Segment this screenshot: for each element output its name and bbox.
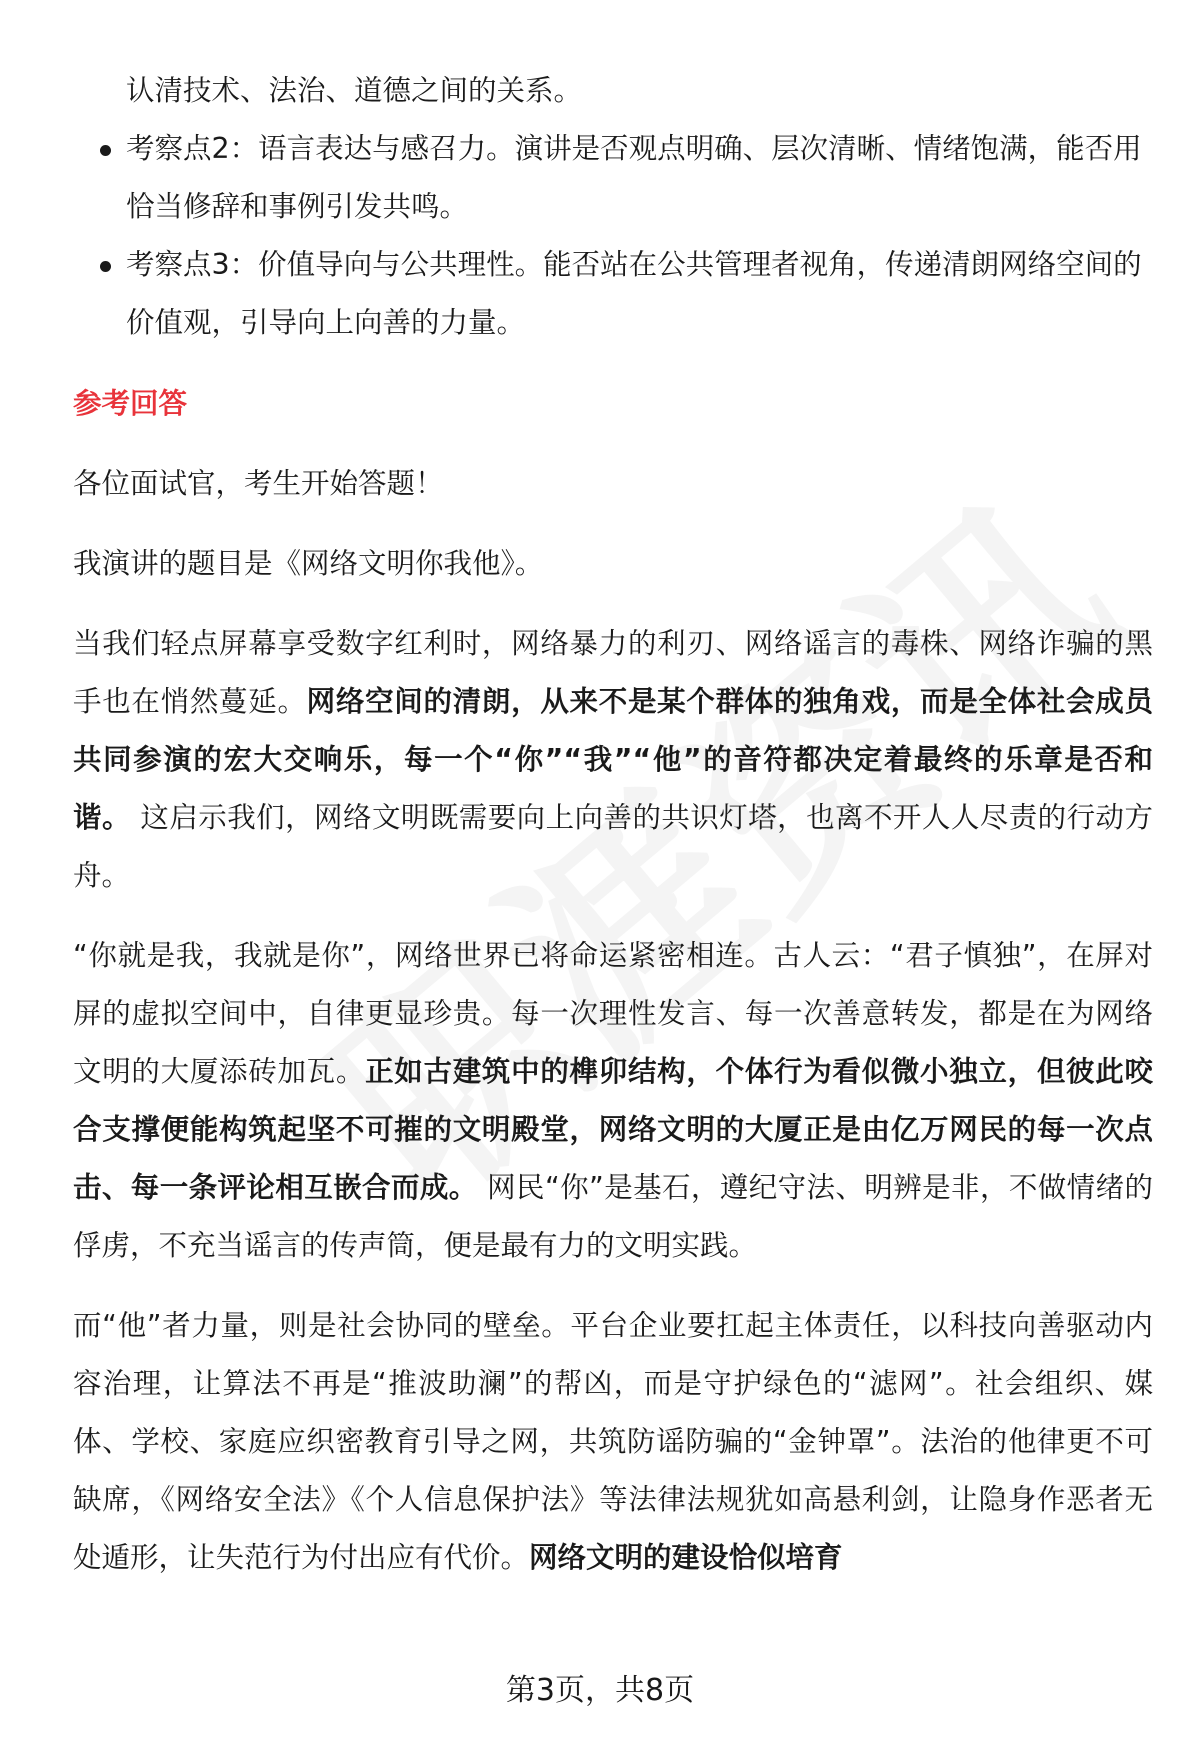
p1-bold: 网络空间的清朗，从来不是某个群体的独角戏，而是全体社会成员共同参演的宏大交响乐，每一个“你”“我”“他”的音符都决定着最终的乐章是否和谐。 [73, 685, 1153, 834]
greeting-paragraph: 各位面试官，考生开始答题！ [73, 467, 444, 500]
p1-text: 当我们轻点屏幕享受数字红利时，网络暴力的利刃、网络谣言的毒株、网络诈骗的黑手也在悄然蔓延。 [73, 627, 1153, 718]
bullet-continuation: 认清技术、法治、道德之间的关系。 [126, 74, 583, 107]
page-content [73, 62, 1153, 1587]
p2-bold: 正如古建筑中的榫卯结构，个体行为看似微小独立，但彼此咬合支撑便能构筑起坚不可摧的文明殿堂，网络文明的大厦正是由亿万网民的每一次点击、每一条评论相互嵌合而成。 [73, 1055, 1153, 1204]
criteria-list [73, 120, 1153, 352]
p1-tail: 这启示我们，网络文明既需要向上向善的共识灯塔，也离不开人人尽责的行动方舟。 [73, 801, 1153, 892]
p3-text: 而“他”者力量，则是社会协同的壁垒。平台企业要扛起主体责任，以科技向善驱动内容治理，让算法不再是“推波助澜”的帮凶，而是守护绿色的“滤网”。社会组织、媒体、学校、家庭应织密教育引导之网，共筑防谣防骗的“金钟罩”。法治的他律更不可缺席，《网络安全法》《个人信息保护法》等法律法规犹如高悬利剑，让隐身作恶者无处遁形，让失范行为付出应有代价。 [73, 1309, 1153, 1574]
p2-text: “你就是我，我就是你”，网络世界已将命运紧密相连。古人云：“君子慎独”，在屏对屏的虚拟空间中，自律更显珍贵。每一次理性发言、每一次善意转发，都是在为网络文明的大厦添砖加瓦。 [73, 939, 1153, 1088]
section-heading: 参考回答 [73, 387, 188, 420]
paragraph-3 [73, 1297, 1153, 1587]
criteria-text: 考察点2：语言表达与感召力。演讲是否观点明确、层次清晰、情绪饱满，能否用恰当修辞和事例引发共鸣。 [126, 132, 1142, 223]
p3-bold: 网络文明的建设恰似培育 [529, 1541, 843, 1574]
criteria-text: 考察点3：价值导向与公共理性。能否站在公共管理者视角，传递清朗网络空间的价值观，引导向上向善的力量。 [126, 248, 1142, 339]
p2-tail: 网民“你”是基石，遵纪守法、明辨是非，不做情绪的俘虏，不充当谣言的传声筒，便是最有力的文明实践。 [73, 1171, 1153, 1262]
title-paragraph: 我演讲的题目是《网络文明你我他》。 [73, 547, 544, 580]
criteria-item [73, 120, 1153, 236]
bullet-dot-icon [100, 261, 111, 272]
bullet-dot-icon [100, 145, 111, 156]
criteria-item [73, 236, 1153, 352]
page-number-footer: 第3页，共8页 [505, 1673, 695, 1708]
paragraph-2 [73, 927, 1153, 1275]
paragraph-1 [73, 615, 1153, 905]
